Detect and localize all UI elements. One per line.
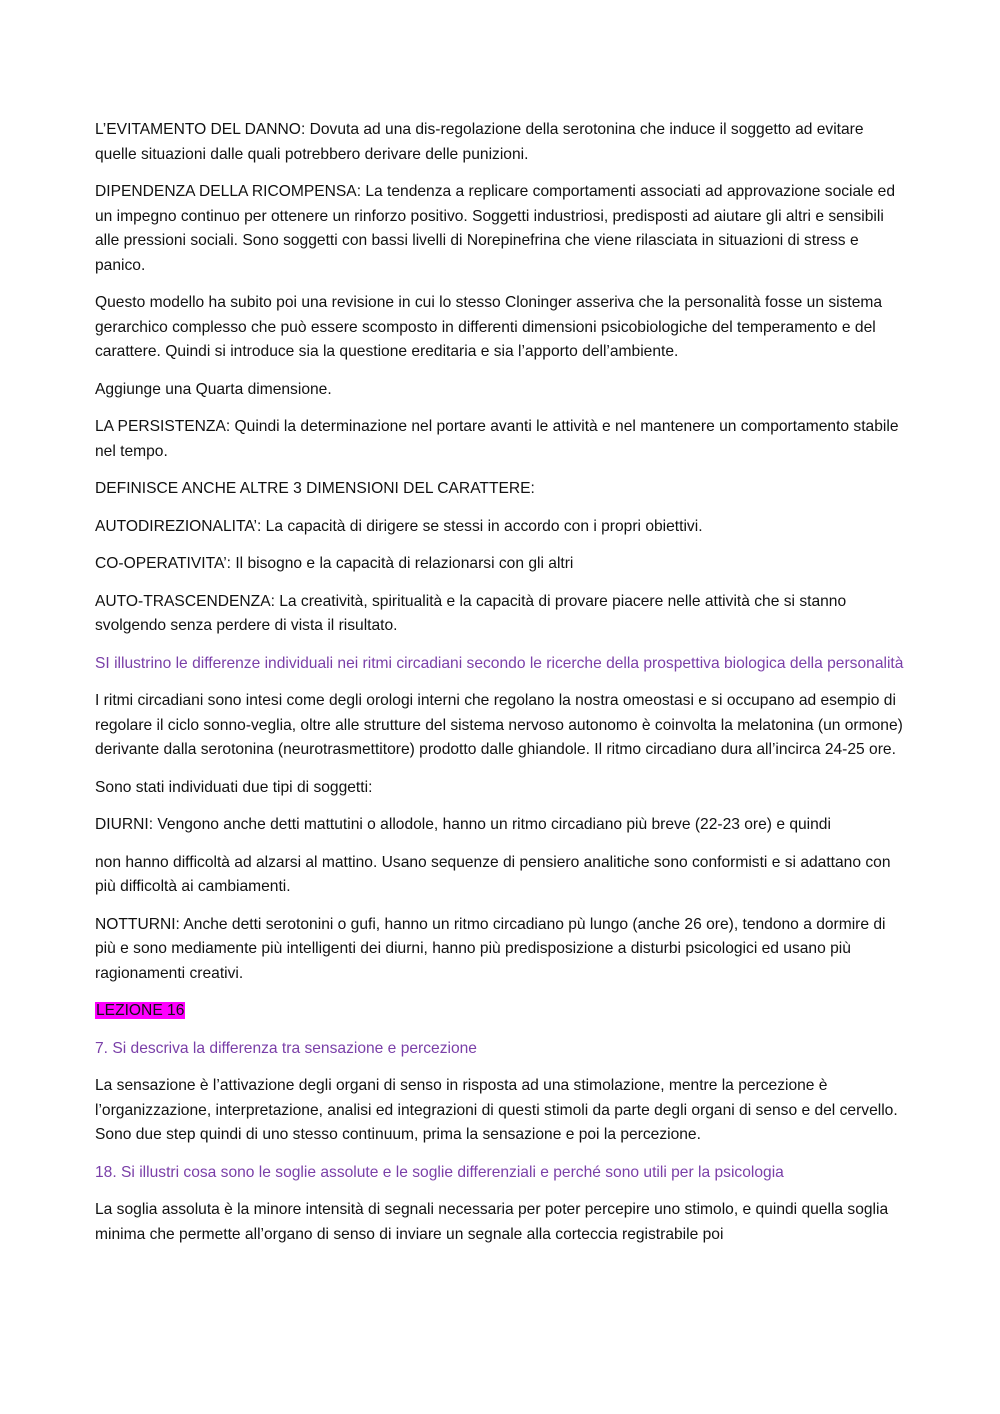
paragraph-sensazione: La sensazione è l’attivazione degli organi di senso in risposta ad una stimolazione, mentre la percezione è l’organizzazione, interpretazione, analisi ed integrazioni di questi stimoli da parte degli organi di senso e del cervello. Sono due step quindi di uno stesso continuum, prima la sensazione e poi la percezione. <box>95 1077 898 1143</box>
lesson-heading <box>95 999 905 1024</box>
paragraph-dipendenza: DIPENDENZA DELLA RICOMPENSA: La tendenza a replicare comportamenti associati ad approvazione sociale ed un impegno continuo per ottenere un rinforzo positivo. Soggetti industriosi, predisposti ad aiutare gli altri e sensibili alle pressioni sociali. Sono soggetti con bassi livelli di Norepinefrina che viene rilasciata in situazioni di stress e panico. <box>95 183 896 274</box>
document-page <box>95 118 905 1260</box>
paragraph-modello: Questo modello ha subito poi una revisione in cui lo stesso Cloninger asseriva che la personalità fosse un sistema gerarchico complesso che può essere scomposto in differenti dimensioni psicobiologiche del temperamento e del carattere. Quindi si introduce sia la questione ereditaria e sia l’apporto dell’ambiente. <box>95 294 883 360</box>
paragraph-quarta: Aggiunge una Quarta dimensione. <box>95 380 332 398</box>
paragraph-persistenza: LA PERSISTENZA: Quindi la determinazione nel portare avanti le attività e nel mantenere un comportamento stabile nel tempo. <box>95 418 899 460</box>
paragraph-autodirezionalita: AUTODIREZIONALITA’: La capacità di dirigere se stessi in accordo con i propri obiettivi. <box>95 517 703 535</box>
question-soglie: 18. Si illustri cosa sono le soglie assolute e le soglie differenziali e perché sono utili per la psicologia <box>95 1163 784 1181</box>
paragraph-evitamento: L’EVITAMENTO DEL DANNO: Dovuta ad una dis-regolazione della serotonina che induce il soggetto ad evitare quelle situazioni dalle quali potrebbero derivare delle punizioni. <box>95 121 864 163</box>
paragraph-notturni: NOTTURNI: Anche detti serotonini o gufi, hanno un ritmo circadiano pù lungo (anche 26 ore), tendono a dormire di più e sono mediamente più intelligenti dei diurni, hanno più predisposizione a disturbi psicologici ed usano più ragionamenti creativi. <box>95 915 886 982</box>
paragraph-cooperativita: CO-OPERATIVITA’: Il bisogno e la capacità di relazionarsi con gli altri <box>95 555 574 572</box>
question-circadiani: SI illustrino le differenze individuali nei ritmi circadiani secondo le ricerche della prospettiva biologica della personalità <box>95 654 904 672</box>
paragraph-soglie: La soglia assoluta è la minore intensità di segnali necessaria per poter percepire uno stimolo, e quindi quella soglia minima che permette all’organo di senso di inviare un segnale alla corteccia registrabile poi <box>95 1201 889 1243</box>
paragraph-tipi: Sono stati individuati due tipi di soggetti: <box>95 778 373 796</box>
paragraph-autotrascendenza: AUTO-TRASCENDENZA: La creatività, spiritualità e la capacità di provare piacere nelle attività che si stanno svolgendo senza perdere di vista il risultato. <box>95 592 847 634</box>
paragraph-diurni-continued: non hanno difficoltà ad alzarsi al mattino. Usano sequenze di pensiero analitiche sono conformisti e si adattano con più difficoltà ai cambiamenti. <box>95 853 891 895</box>
paragraph-ritmi: I ritmi circadiani sono intesi come degli orologi interni che regolano la nostra omeostasi e si occupano ad esempio di regolare il ciclo sonno-veglia, oltre alle strutture del sistema nervoso autonomo è coinvolta la melatonina (un ormone) derivante dalla serotonina (neurotrasmettitore) prodotto dalle ghiandole. Il ritmo circadiano dura all’incirca 24-25 ore. <box>95 692 903 758</box>
question-sensazione: 7. Si descriva la differenza tra sensazione e percezione <box>95 1039 477 1057</box>
lesson-label-highlight: LEZIONE 16 <box>96 1002 185 1019</box>
paragraph-definisce: DEFINISCE ANCHE ALTRE 3 DIMENSIONI DEL CARATTERE: <box>95 480 535 497</box>
paragraph-diurni: DIURNI: Vengono anche detti mattutini o allodole, hanno un ritmo circadiano più breve (22-23 ore) e quindi <box>95 816 831 833</box>
